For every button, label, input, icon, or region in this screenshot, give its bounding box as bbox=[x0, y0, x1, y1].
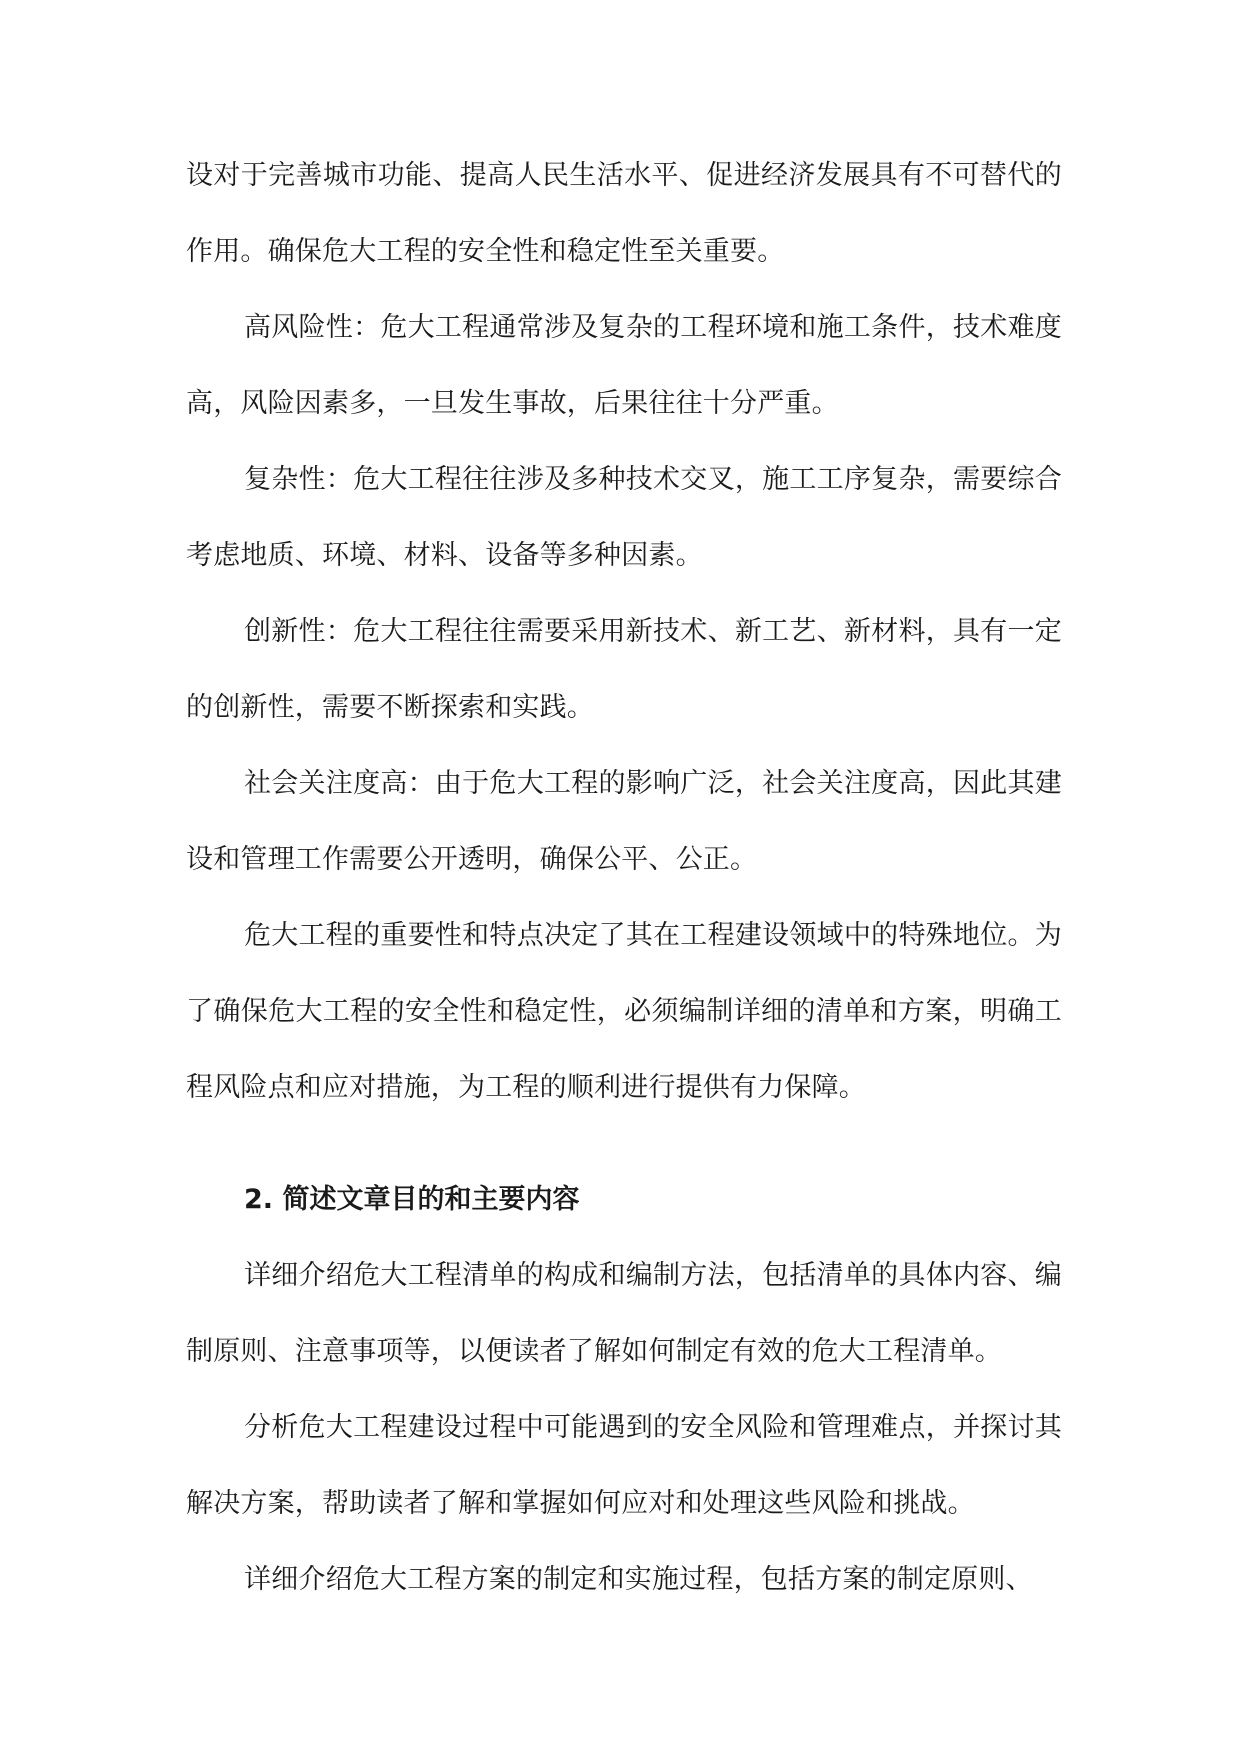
paragraph-intro-continued: 设对于完善城市功能、提高人民生活水平、促进经济发展具有不可替代的作用。确保危大工程的安全性和稳定性至关重要。 bbox=[186, 160, 1062, 267]
paragraph-importance-summary: 危大工程的重要性和特点决定了其在工程建设领域中的特殊地位。为了确保危大工程的安全性和稳定性，必须编制详细的清单和方案，明确工程风险点和应对措施，为工程的顺利进行提供有力保障。 bbox=[186, 920, 1062, 1103]
paragraph-purpose-list: 详细介绍危大工程清单的构成和编制方法，包括清单的具体内容、编制原则、注意事项等，以便读者了解如何制定有效的危大工程清单。 bbox=[186, 1260, 1062, 1367]
document-page bbox=[186, 138, 1062, 1618]
paragraph-high-risk: 高风险性：危大工程通常涉及复杂的工程环境和施工条件，技术难度高，风险因素多，一旦发生事故，后果往往十分严重。 bbox=[186, 312, 1062, 419]
paragraph-innovation: 创新性：危大工程往往需要采用新技术、新工艺、新材料，具有一定的创新性，需要不断探索和实践。 bbox=[186, 616, 1062, 723]
paragraph-purpose-plan: 详细介绍危大工程方案的制定和实施过程，包括方案的制定原则、 bbox=[244, 1564, 1033, 1595]
paragraph-complexity: 复杂性：危大工程往往涉及多种技术交叉，施工工序复杂，需要综合考虑地质、环境、材料、设备等多种因素。 bbox=[186, 464, 1062, 571]
paragraph-social-attention: 社会关注度高：由于危大工程的影响广泛，社会关注度高，因此其建设和管理工作需要公开透明，确保公平、公正。 bbox=[186, 768, 1062, 875]
section-heading: 2. 简述文章目的和主要内容 bbox=[244, 1184, 580, 1215]
paragraph-purpose-risk: 分析危大工程建设过程中可能遇到的安全风险和管理难点，并探讨其解决方案，帮助读者了解和掌握如何应对和处理这些风险和挑战。 bbox=[186, 1412, 1062, 1519]
